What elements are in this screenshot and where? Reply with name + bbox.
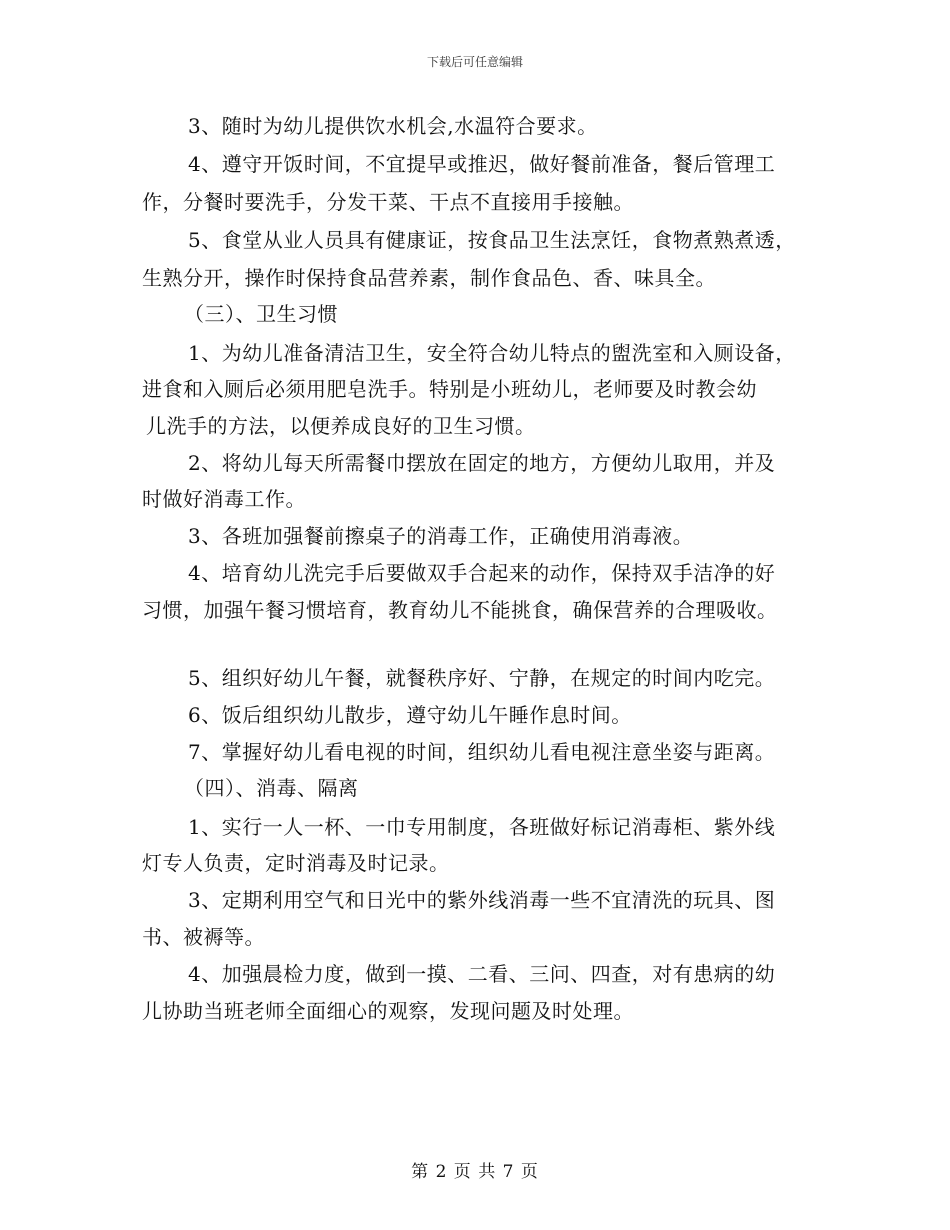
page-number: 第 2 页 共 7 页 bbox=[411, 1162, 539, 1182]
paragraph-line: 3、随时为幼儿提供饮水机会,水温符合要求。 bbox=[188, 114, 598, 138]
paragraph-line: 7、掌握好幼儿看电视的时间，组织幼儿看电视注意坐姿与距离。 bbox=[188, 740, 776, 764]
paragraph-line: 1、为幼儿准备清洁卫生，安全符合幼儿特点的盥洗室和入厕设备， bbox=[188, 341, 796, 365]
paragraph-line: 习惯，加强午餐习惯培育，教育幼儿不能挑食，确保营养的合理吸收。 bbox=[142, 598, 778, 622]
paragraph-line: 时做好消毒工作。 bbox=[142, 487, 306, 511]
paragraph-line: 儿协助当班老师全面细心的观察，发现问题及时处理。 bbox=[142, 999, 634, 1023]
paragraph-line: 书、被褥等。 bbox=[142, 925, 265, 949]
paragraph-line: 儿洗手的方法，以便养成良好的卫生习惯。 bbox=[146, 414, 536, 438]
page-header: 下载后可任意编辑 bbox=[426, 55, 523, 69]
paragraph-line: 2、将幼儿每天所需餐巾摆放在固定的地方，方便幼儿取用，并及 bbox=[188, 451, 776, 475]
paragraph-line: 灯专人负责，定时消毒及时记录。 bbox=[142, 851, 450, 875]
section-heading: （四）、消毒、隔离 bbox=[184, 776, 359, 800]
paragraph-line: 3、定期利用空气和日光中的紫外线消毒一些不宜清洗的玩具、图 bbox=[188, 888, 776, 912]
paragraph-line: 5、食堂从业人员具有健康证，按食品卫生法烹饪，食物煮熟煮透， bbox=[188, 228, 796, 252]
paragraph-line: 1、实行一人一杯、一巾专用制度，各班做好标记消毒柜、紫外线 bbox=[188, 815, 776, 839]
paragraph-line: 3、各班加强餐前擦桌子的消毒工作，正确使用消毒液。 bbox=[188, 524, 694, 548]
paragraph-line: 4、培育幼儿洗完手后要做双手合起来的动作，保持双手洁净的好 bbox=[188, 561, 776, 585]
paragraph-line: 6、饭后组织幼儿散步，遵守幼儿午睡作息时间。 bbox=[188, 703, 632, 727]
paragraph-line: 进食和入厕后必须用肥皂洗手。特别是小班幼儿，老师要及时教会幼 bbox=[142, 377, 757, 401]
paragraph-line: 4、遵守开饭时间，不宜提早或推迟，做好餐前准备，餐后管理工 bbox=[188, 152, 776, 176]
paragraph-line: 生熟分开，操作时保持食品营养素，制作食品色、香、味具全。 bbox=[142, 266, 716, 290]
paragraph-line: 5、组织好幼儿午餐，就餐秩序好、宁静，在规定的时间内吃完。 bbox=[188, 666, 776, 690]
section-heading: （三）、卫生习惯 bbox=[184, 302, 338, 326]
paragraph-line: 作，分餐时要洗手，分发干菜、干点不直接用手接触。 bbox=[142, 190, 634, 214]
paragraph-line: 4、加强晨检力度，做到一摸、二看、三问、四查，对有患病的幼 bbox=[188, 962, 776, 986]
